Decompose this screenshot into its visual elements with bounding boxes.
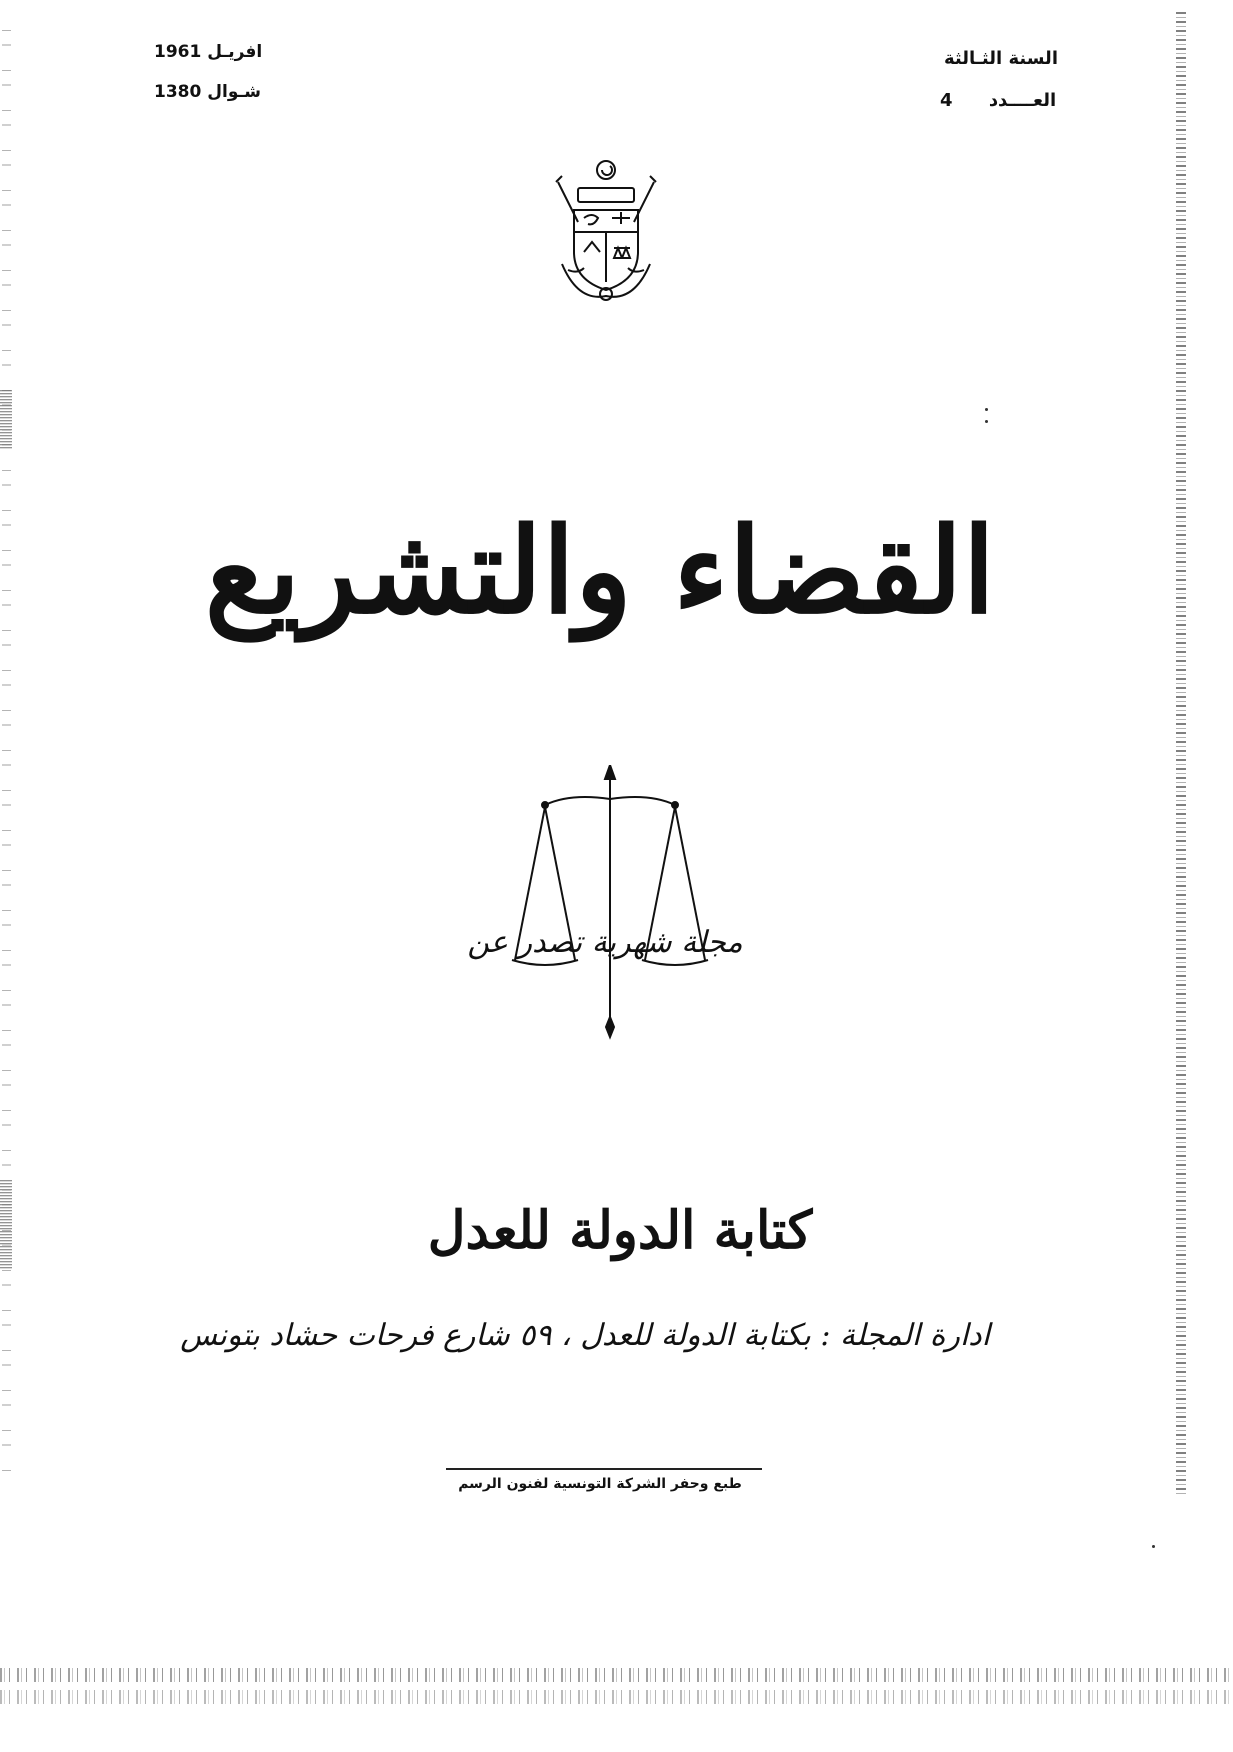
printer-credit: طبع وحفر الشركة التونسية لفنون الرسم (458, 1476, 742, 1492)
volume-year (944, 48, 1058, 69)
scan-dot (985, 420, 988, 423)
issue-number: 4 (940, 90, 953, 111)
tunisia-emblem-icon (548, 152, 664, 304)
scan-noise-bottom (0, 1668, 1233, 1682)
publisher-name: كتابة الدولة للعدل (427, 1200, 813, 1261)
issue-line (940, 90, 1056, 111)
scan-noise-bottom (0, 1690, 1233, 1704)
gregorian-year: 1961 (154, 42, 202, 62)
scan-smudge (0, 1180, 12, 1270)
hijri-year: 1380 (154, 82, 202, 102)
issue-label: العــــدد (988, 90, 1057, 111)
scan-smudge (0, 390, 12, 450)
scales-of-justice-icon (510, 765, 710, 1040)
divider (446, 1468, 762, 1470)
scan-dot (1152, 1545, 1155, 1548)
journal-title: القضاء والتشريع (204, 501, 996, 640)
gregorian-date (140, 42, 262, 62)
gregorian-month: افريـل (207, 42, 263, 62)
hijri-date (140, 82, 261, 102)
year-label: السنة الثـالثة (944, 48, 1058, 69)
hijri-month: شـوال (207, 82, 262, 102)
editorial-address: ادارة المجلة : بكتابة الدولة للعدل ، ٥٩ شارع فرحات حشاد بتونس (180, 1318, 990, 1353)
scan-dot (985, 408, 988, 411)
scan-edge-right (1176, 12, 1186, 1496)
journal-subtitle: مجلة شهرية تصدر عن (467, 925, 743, 960)
